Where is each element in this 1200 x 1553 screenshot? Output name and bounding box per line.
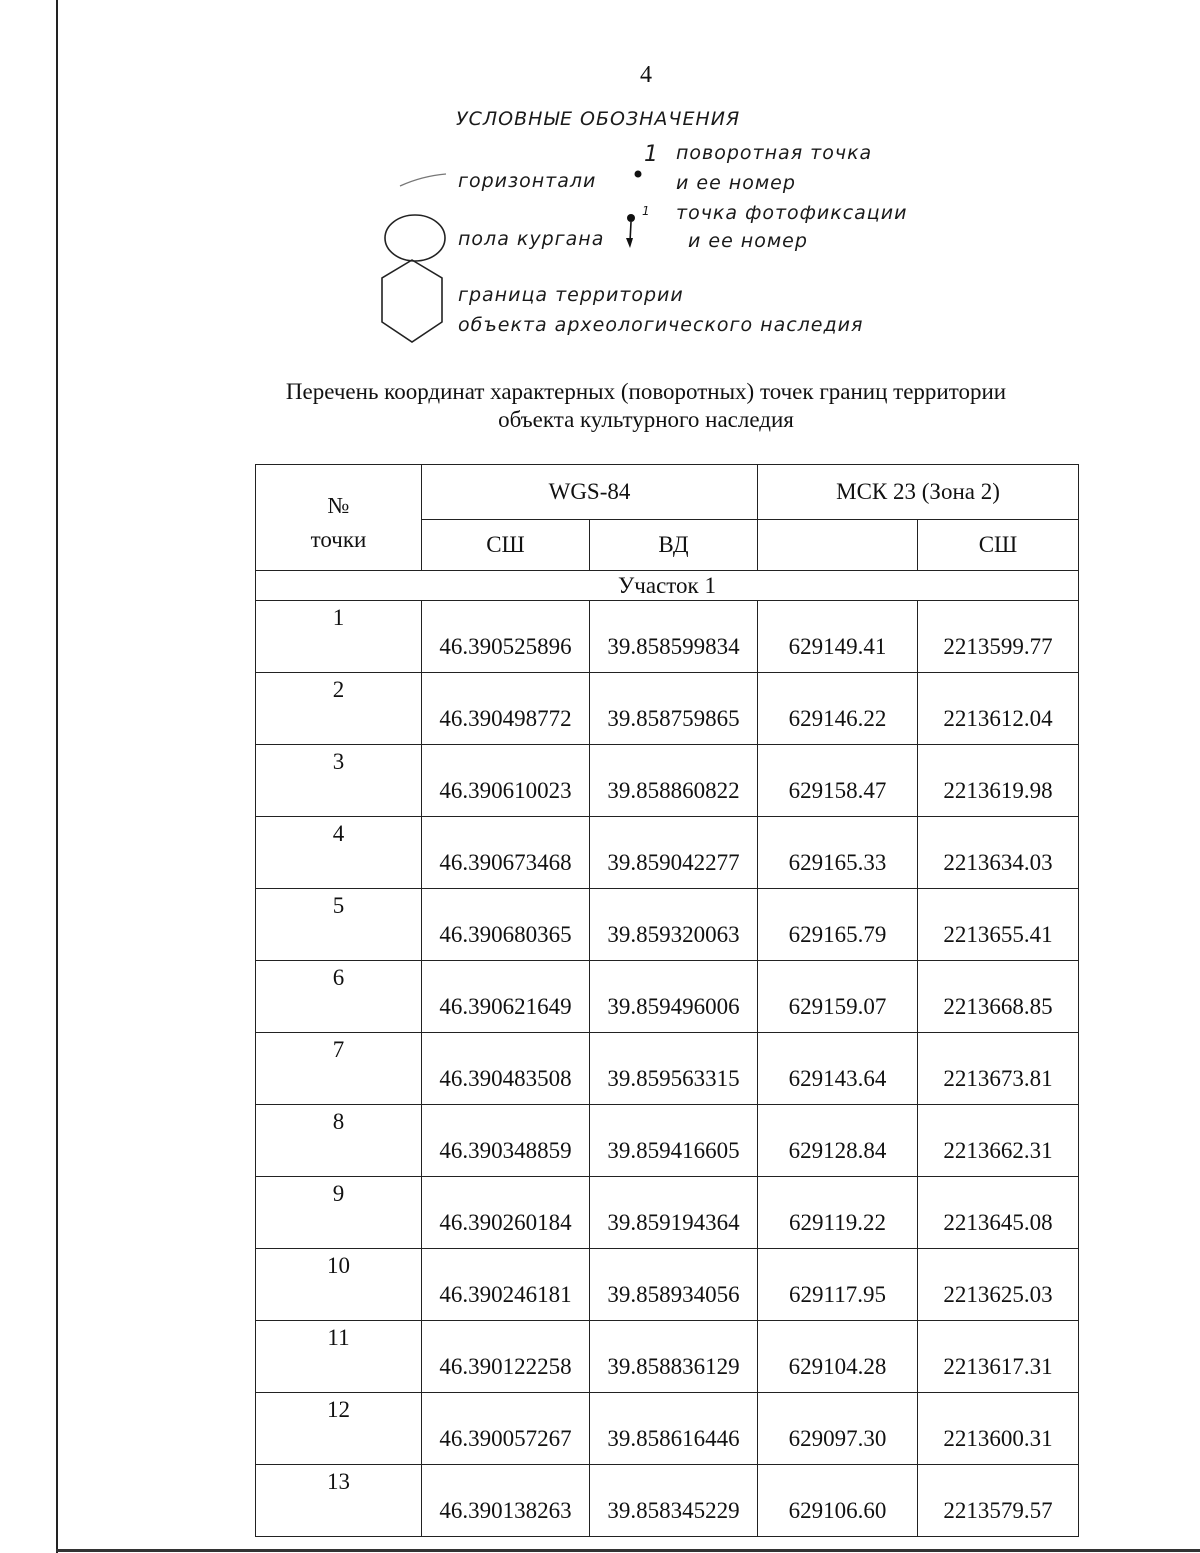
cell-point-number: 3: [256, 745, 422, 817]
cell-wgs-lon: 39.858759865: [590, 673, 758, 745]
table-row: [256, 1033, 1079, 1105]
cell-msk-x: 629106.60: [758, 1465, 918, 1537]
table-row: [256, 1321, 1079, 1393]
cell-point-number: 1: [256, 601, 422, 673]
cell-wgs-lon: 39.858836129: [590, 1321, 758, 1393]
table-row: [256, 1249, 1079, 1321]
legend-contours-label: горизонтали: [458, 170, 597, 192]
legend-turning-point-label-1: поворотная точка: [676, 142, 873, 164]
header-msk23: МСК 23 (Зона 2): [758, 465, 1079, 520]
table-title: [140, 378, 1152, 434]
header-wgs84: WGS-84: [422, 465, 758, 520]
turning-point-icon: [632, 168, 644, 180]
cell-msk-x: 629128.84: [758, 1105, 918, 1177]
table-row: [256, 817, 1079, 889]
cell-wgs-lat: 46.390610023: [422, 745, 590, 817]
subheader-msk-y: СШ: [918, 520, 1079, 571]
boundary-hexagon-icon: [378, 258, 446, 344]
scan-bottom-edge: [56, 1549, 1200, 1552]
scan-left-edge: [56, 0, 58, 1553]
cell-msk-y: 2213612.04: [918, 673, 1079, 745]
cell-msk-y: 2213600.31: [918, 1393, 1079, 1465]
cell-msk-y: 2213625.03: [918, 1249, 1079, 1321]
cell-wgs-lat: 46.390246181: [422, 1249, 590, 1321]
subheader-wgs-lon: ВД: [590, 520, 758, 571]
legend-turning-point-label-2: и ее номер: [676, 172, 796, 194]
cell-point-number: 7: [256, 1033, 422, 1105]
cell-wgs-lat: 46.390348859: [422, 1105, 590, 1177]
cell-wgs-lat: 46.390483508: [422, 1033, 590, 1105]
cell-wgs-lon: 39.859042277: [590, 817, 758, 889]
cell-wgs-lat: 46.390057267: [422, 1393, 590, 1465]
table-row: [256, 1177, 1079, 1249]
cell-point-number: 10: [256, 1249, 422, 1321]
cell-msk-x: 629165.33: [758, 817, 918, 889]
cell-msk-x: 629119.22: [758, 1177, 918, 1249]
cell-point-number: 8: [256, 1105, 422, 1177]
cell-msk-y: 2213668.85: [918, 961, 1079, 1033]
cell-point-number: 12: [256, 1393, 422, 1465]
cell-wgs-lat: 46.390673468: [422, 817, 590, 889]
legend-boundary-label-2: объекта археологического наследия: [458, 314, 864, 336]
page-number: 4: [640, 62, 652, 88]
cell-msk-x: 629159.07: [758, 961, 918, 1033]
cell-msk-y: 2213599.77: [918, 601, 1079, 673]
table-row: [256, 745, 1079, 817]
cell-wgs-lon: 39.859416605: [590, 1105, 758, 1177]
cell-wgs-lat: 46.390260184: [422, 1177, 590, 1249]
header-point-number-word: точки: [310, 527, 367, 552]
cell-msk-x: 629165.79: [758, 889, 918, 961]
cell-wgs-lon: 39.859563315: [590, 1033, 758, 1105]
table-row: [256, 1105, 1079, 1177]
cell-msk-y: 2213662.31: [918, 1105, 1079, 1177]
table-row: [256, 961, 1079, 1033]
cell-point-number: 9: [256, 1177, 422, 1249]
header-point-number: [256, 465, 422, 571]
cell-msk-y: 2213655.41: [918, 889, 1079, 961]
cell-point-number: 6: [256, 961, 422, 1033]
cell-msk-y: 2213617.31: [918, 1321, 1079, 1393]
table-row: [256, 889, 1079, 961]
legend-photo-point-label-2: и ее номер: [688, 230, 808, 252]
cell-point-number: 5: [256, 889, 422, 961]
cell-wgs-lat: 46.390680365: [422, 889, 590, 961]
cell-msk-x: 629117.95: [758, 1249, 918, 1321]
mound-ellipse-icon: [382, 212, 448, 264]
cell-point-number: 13: [256, 1465, 422, 1537]
table-row: [256, 673, 1079, 745]
cell-msk-y: 2213634.03: [918, 817, 1079, 889]
cell-wgs-lon: 39.859194364: [590, 1177, 758, 1249]
subheader-wgs-lat: СШ: [422, 520, 590, 571]
cell-msk-y: 2213619.98: [918, 745, 1079, 817]
cell-point-number: 11: [256, 1321, 422, 1393]
cell-msk-x: 629146.22: [758, 673, 918, 745]
table-row: [256, 601, 1079, 673]
cell-wgs-lat: 46.390525896: [422, 601, 590, 673]
cell-wgs-lon: 39.858599834: [590, 601, 758, 673]
photo-point-icon: [622, 210, 640, 254]
legend-photo-point-label-1: точка фотофиксации: [676, 202, 908, 224]
table-row: [256, 1465, 1079, 1537]
subheader-msk-x: [758, 520, 918, 571]
legend-title: УСЛОВНЫЕ ОБОЗНАЧЕНИЯ: [456, 108, 741, 130]
table-title-line-1: Перечень координат характерных (поворотных) точек границ территории: [285, 379, 1007, 404]
cell-wgs-lon: 39.858860822: [590, 745, 758, 817]
header-point-number-sign: №: [327, 493, 350, 518]
contour-line-icon: [398, 172, 448, 188]
cell-msk-x: 629104.28: [758, 1321, 918, 1393]
cell-wgs-lon: 39.859496006: [590, 961, 758, 1033]
cell-wgs-lon: 39.858616446: [590, 1393, 758, 1465]
cell-msk-y: 2213579.57: [918, 1465, 1079, 1537]
cell-point-number: 4: [256, 817, 422, 889]
legend-turning-point-number: 1: [644, 142, 659, 167]
coordinates-table: [255, 464, 1079, 1537]
cell-msk-y: 2213645.08: [918, 1177, 1079, 1249]
cell-msk-y: 2213673.81: [918, 1033, 1079, 1105]
cell-wgs-lat: 46.390122258: [422, 1321, 590, 1393]
cell-wgs-lon: 39.859320063: [590, 889, 758, 961]
section-label: Участок 1: [256, 571, 1079, 601]
table-row: [256, 1393, 1079, 1465]
legend-mound-label: пола кургана: [458, 228, 605, 250]
cell-point-number: 2: [256, 673, 422, 745]
table-title-line-2: объекта культурного наследия: [498, 407, 794, 432]
legend: [370, 100, 970, 350]
cell-msk-x: 629149.41: [758, 601, 918, 673]
cell-wgs-lat: 46.390621649: [422, 961, 590, 1033]
cell-wgs-lat: 46.390498772: [422, 673, 590, 745]
cell-wgs-lon: 39.858345229: [590, 1465, 758, 1537]
cell-msk-x: 629097.30: [758, 1393, 918, 1465]
legend-boundary-label-1: граница территории: [458, 284, 684, 306]
cell-wgs-lat: 46.390138263: [422, 1465, 590, 1537]
legend-photo-point-number: 1: [642, 204, 651, 218]
cell-wgs-lon: 39.858934056: [590, 1249, 758, 1321]
cell-msk-x: 629143.64: [758, 1033, 918, 1105]
cell-msk-x: 629158.47: [758, 745, 918, 817]
